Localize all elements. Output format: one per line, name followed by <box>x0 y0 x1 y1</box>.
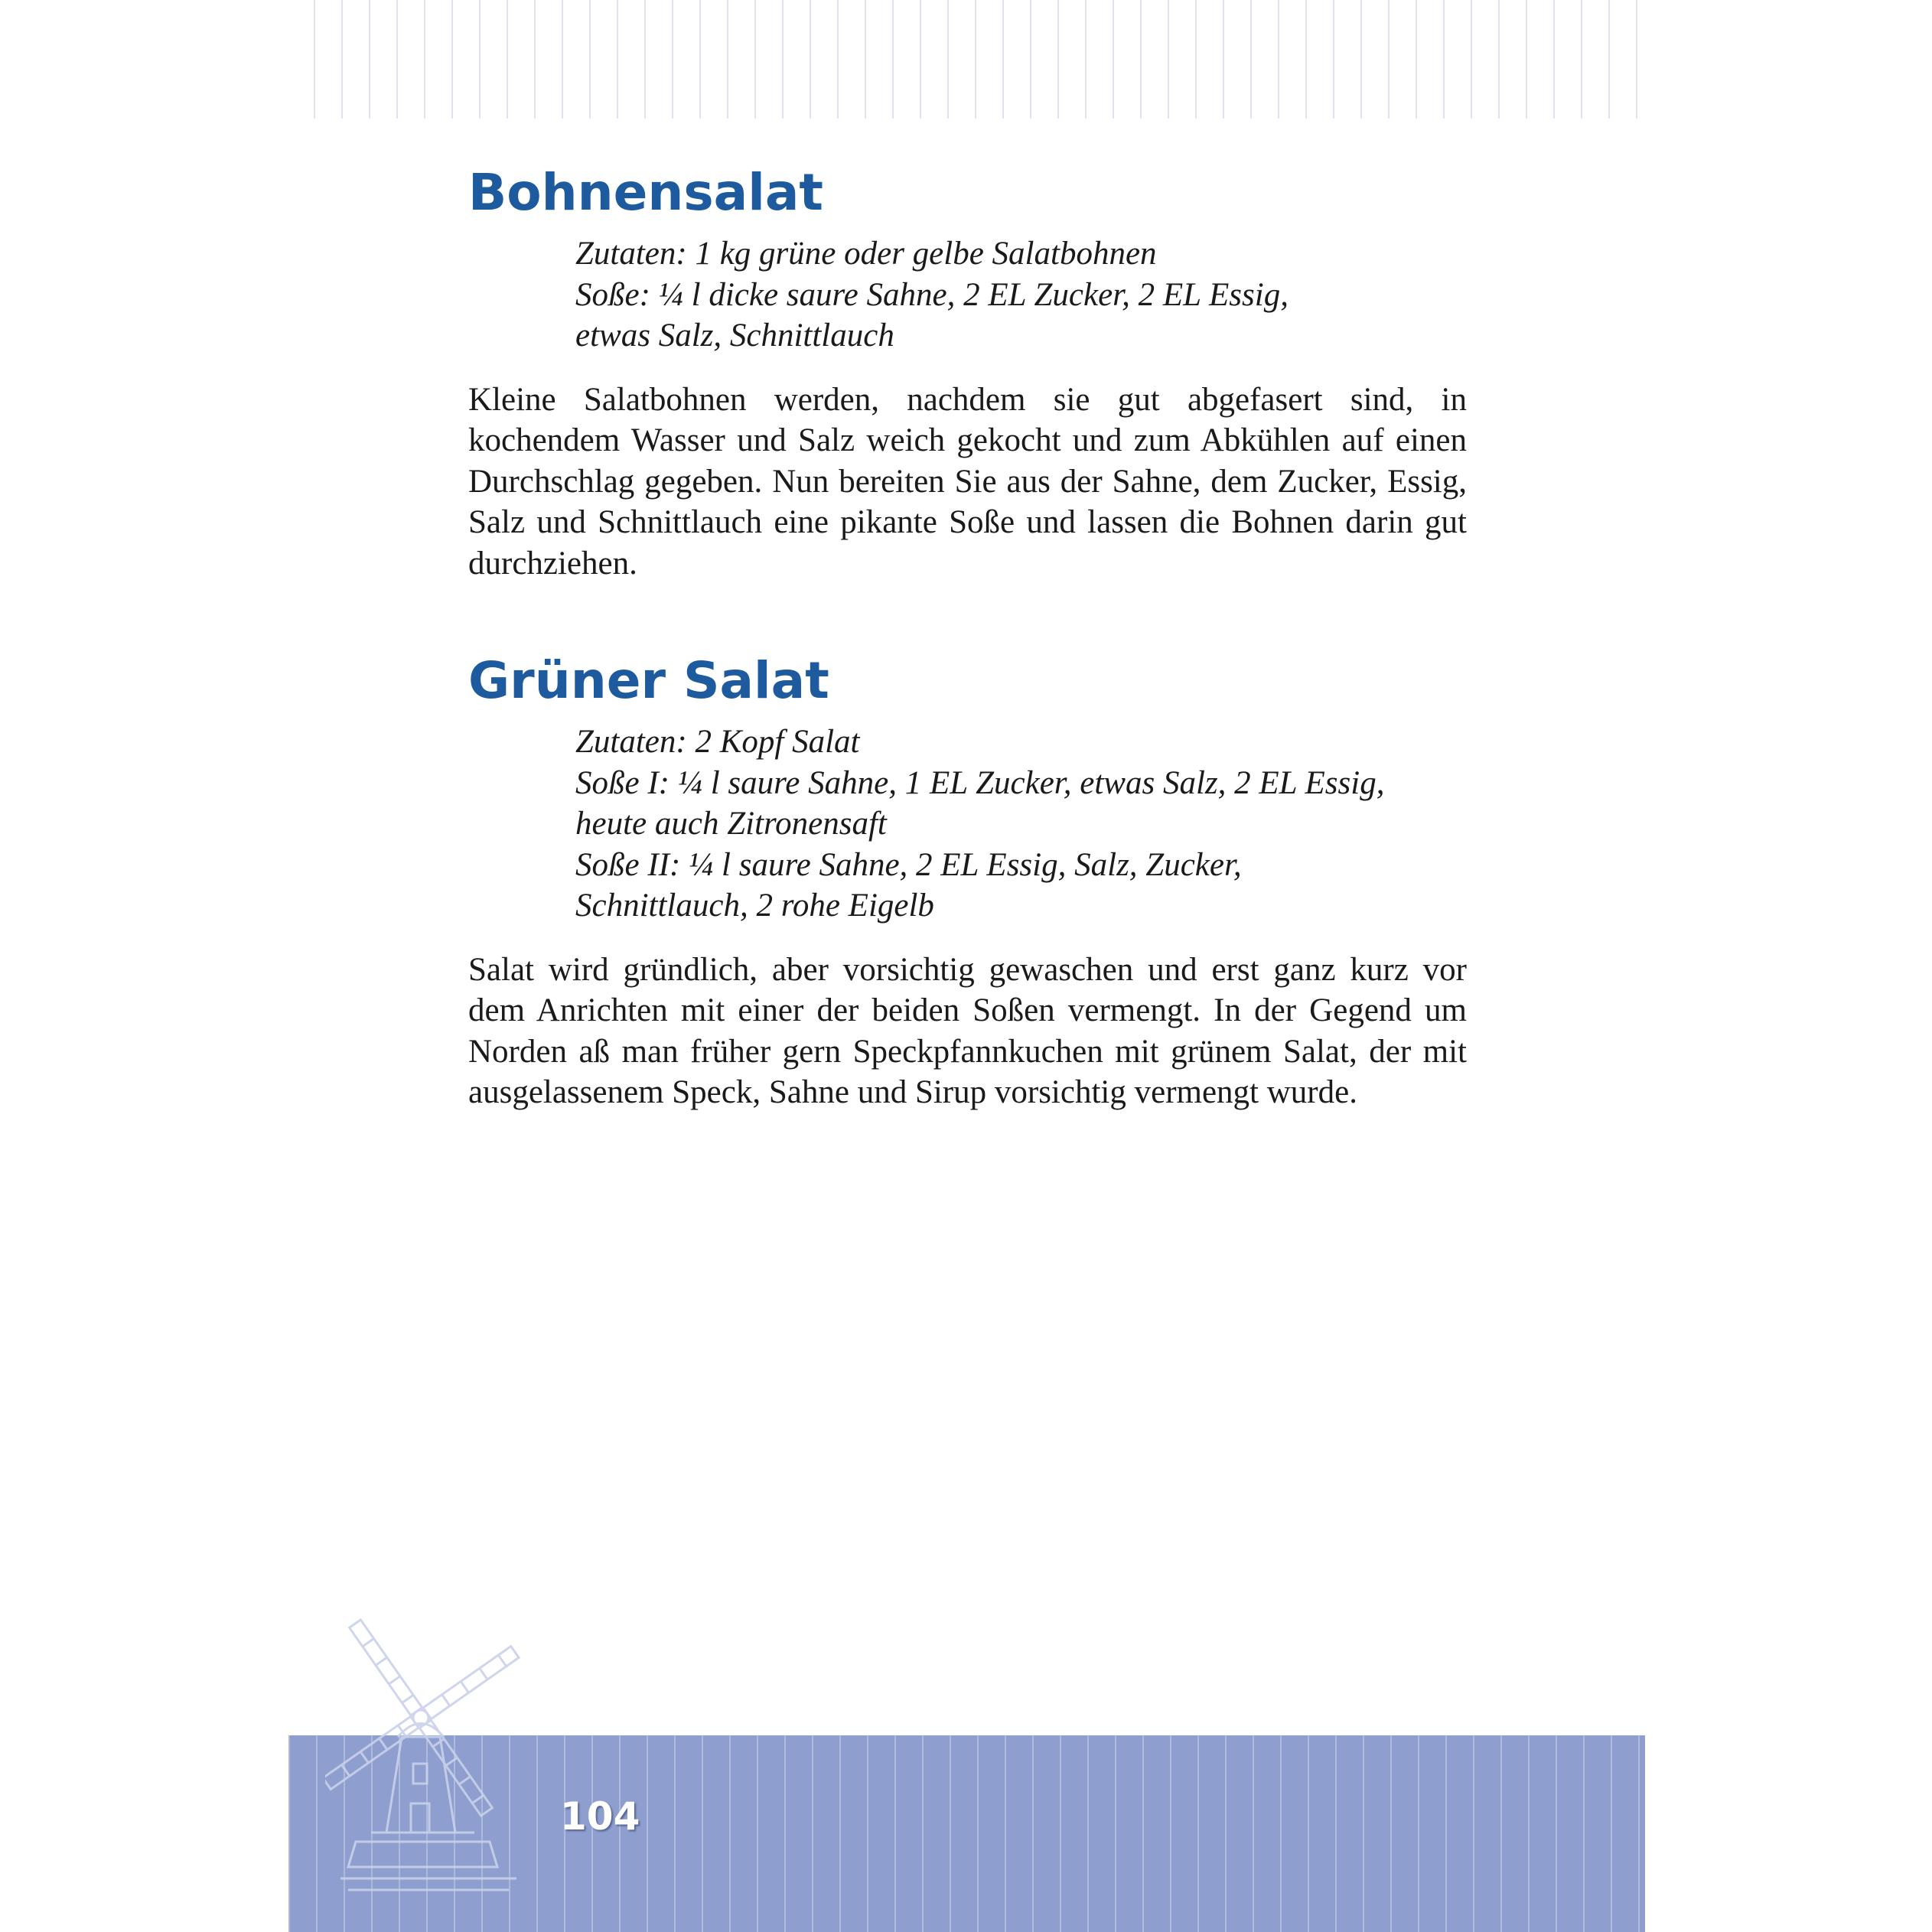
ingredient-line: Zutaten: 1 kg grüne oder gelbe Salatbohnen <box>575 236 1157 272</box>
ingredient-line: etwas Salz, Schnittlauch <box>575 318 894 353</box>
recipe-instructions: Salat wird gründlich, aber vorsichtig gewaschen und erst ganz kurz vor dem Anrichten mit einer der beiden Soßen vermengt. In der Gegend um Norden aß man früher gern Speckpfannkuchen mit grünem Salat, der mit ausgelassenem Speck, Sahne und Sirup vorsichtig vermengt wurde. <box>468 951 1467 1110</box>
ingredients-block <box>575 233 1467 357</box>
ingredient-line: Soße: ¼ l dicke saure Sahne, 2 EL Zucker, 2 EL Essig, <box>575 276 1289 313</box>
ingredient-line: Zutaten: 2 Kopf Salat <box>575 724 860 760</box>
ingredient-line: Soße II: ¼ l saure Sahne, 2 EL Essig, Salz, Zucker, <box>575 846 1242 883</box>
recipe-title: Grüner Salat <box>468 651 829 710</box>
page-number: 104 <box>560 1794 640 1839</box>
ingredient-line: heute auch Zitronensaft <box>575 806 887 842</box>
recipe-title: Bohnensalat <box>468 163 823 222</box>
ingredient-line: Schnittlauch, 2 rohe Eigelb <box>575 888 934 924</box>
header-stripes <box>314 0 1645 119</box>
recipe-gruener-salat <box>468 645 1467 1113</box>
windmill-icon <box>325 1603 532 1901</box>
ingredient-line: Soße I: ¼ l saure Sahne, 1 EL Zucker, etwas Salz, 2 EL Essig, <box>575 764 1385 801</box>
recipe-bohnensalat <box>468 157 1467 584</box>
ingredients-block <box>575 722 1467 927</box>
recipe-instructions: Kleine Salatbohnen werden, nachdem sie gut abgefasert sind, in kochendem Wasser und Salz weich gekocht und zum Abkühlen auf einen Durchschlag gegeben. Nun bereiten Sie aus der Sahne, dem Zucker, Essig, Salz und Schnittlauch eine pikante Soße und lassen die Bohnen darin gut durchziehen. <box>468 381 1467 582</box>
